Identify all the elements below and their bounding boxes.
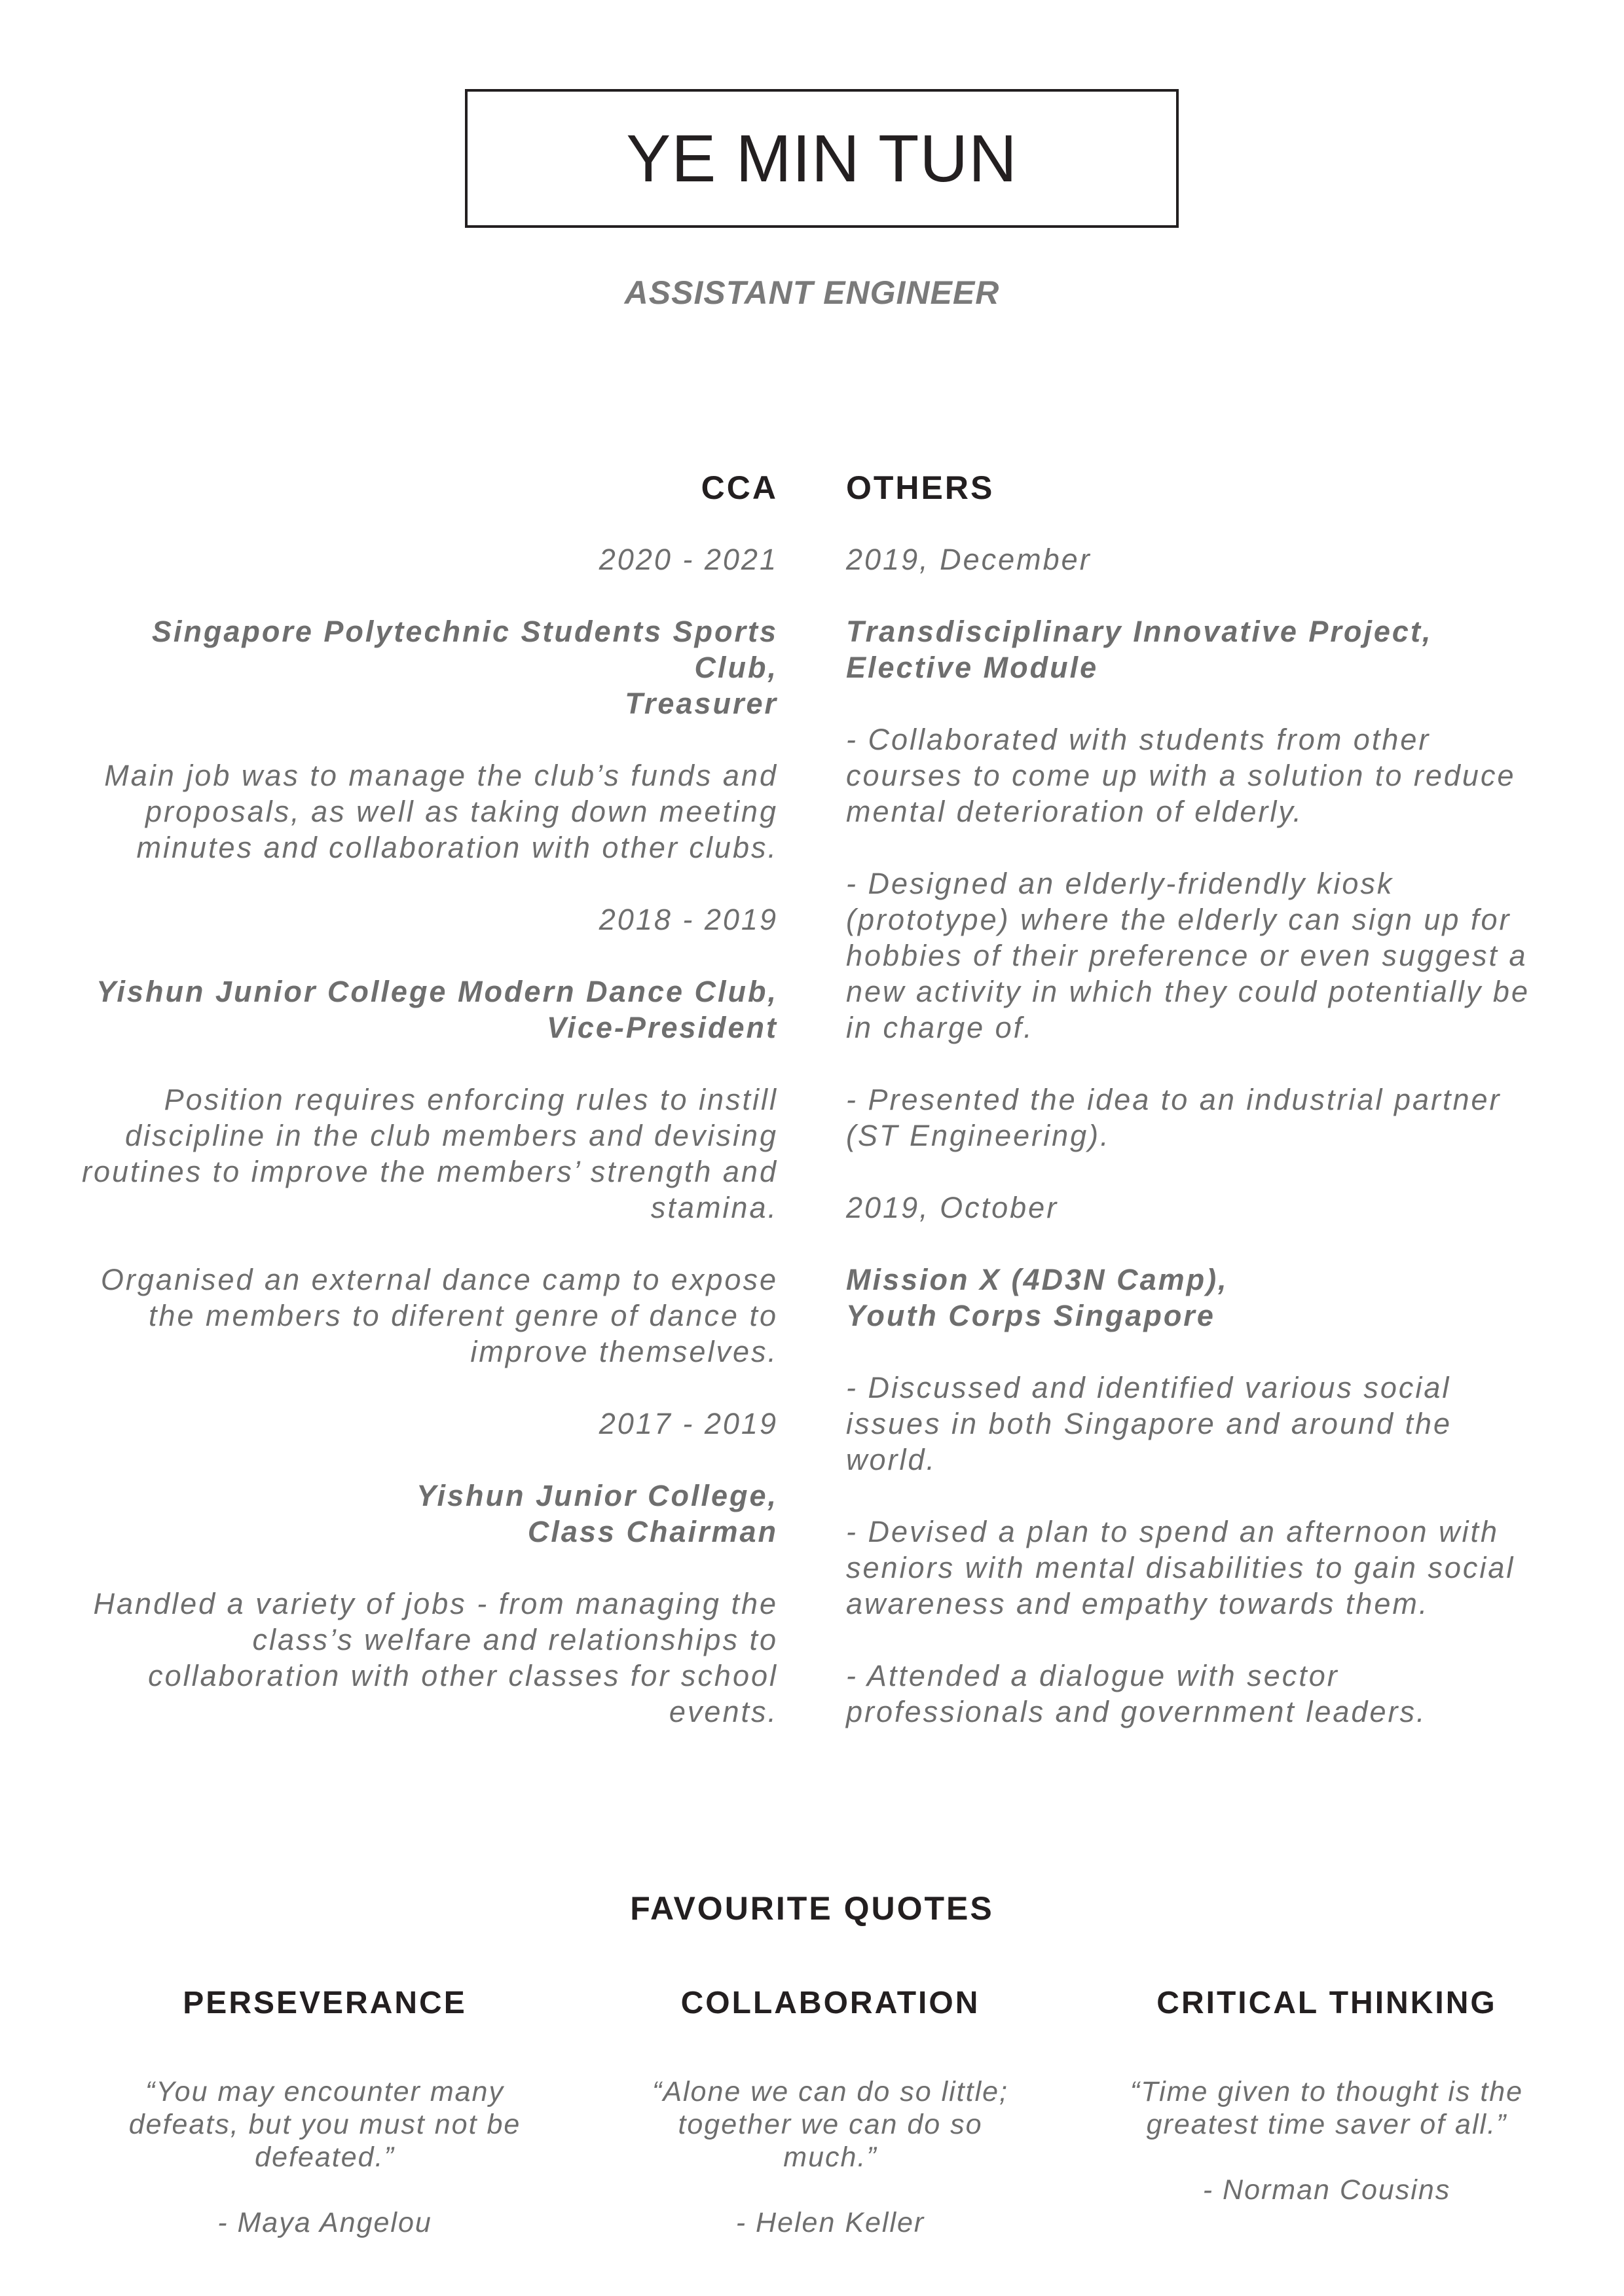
quote-author: - Norman Cousins xyxy=(1202,2174,1451,2206)
others-entry-bullet: - Discussed and identified various social issues in both Singapore and around the world. xyxy=(846,1371,1452,1476)
quote-title: CRITICAL THINKING xyxy=(1156,1986,1497,2020)
cca-entry-description: Position requires enforcing rules to instill discipline in the club members and devising routines to improve the members’ strength and stamina. xyxy=(82,1083,778,1224)
cca-entry-role xyxy=(59,613,778,721)
quote-card xyxy=(96,1984,554,2239)
quote-text: “You may encounter many defeats, but you must not be defeated.” xyxy=(128,2076,521,2173)
cca-entry-org: Yishun Junior College Modern Dance Club, xyxy=(96,975,778,1008)
others-entry-subtitle: Youth Corps Singapore xyxy=(846,1299,1215,1332)
cca-entry-role xyxy=(59,1478,778,1550)
others-entry-role xyxy=(846,613,1534,685)
others-entry-subtitle: Elective Module xyxy=(846,651,1099,684)
cca-section xyxy=(59,468,778,1766)
cca-entry-org: Yishun Junior College, xyxy=(416,1479,778,1512)
cca-entry-description: Main job was to manage the club’s funds and proposals, as well as taking down meeting minutes and collaboration with other clubs. xyxy=(104,759,778,864)
others-entry-date: 2019, December xyxy=(846,543,1092,576)
others-entry xyxy=(846,541,1534,1154)
cca-entry xyxy=(59,1406,778,1730)
cca-entry xyxy=(59,902,778,1370)
others-entry-title: Mission X (4D3N Camp), xyxy=(846,1263,1228,1296)
quote-author: - Maya Angelou xyxy=(217,2207,432,2238)
cca-entry-date: 2018 - 2019 xyxy=(599,903,778,936)
quote-card xyxy=(1098,1984,1556,2206)
others-entry-bullet: - Presented the idea to an industrial partner (ST Engineering). xyxy=(846,1083,1502,1152)
cca-entry-date: 2017 - 2019 xyxy=(599,1407,778,1440)
cca-entry-description: Handled a variety of jobs - from managing the class’s welfare and relationships to collaboration with other classes for school events. xyxy=(93,1587,778,1728)
others-entry-role xyxy=(846,1262,1534,1334)
others-entry xyxy=(846,1190,1534,1730)
others-entry-bullet: - Attended a dialogue with sector professionals and government leaders. xyxy=(846,1659,1427,1728)
others-heading: OTHERS xyxy=(846,469,995,506)
quote-author: - Helen Keller xyxy=(735,2207,925,2238)
job-title: ASSISTANT ENGINEER xyxy=(624,274,1000,311)
cca-entry-description: Organised an external dance camp to expose the members to diferent genre of dance to improve themselves. xyxy=(100,1263,778,1368)
quote-text: “Time given to thought is the greatest time saver of all.” xyxy=(1130,2076,1524,2140)
cca-entry-position: Treasurer xyxy=(625,687,778,720)
cca-entry-org: Singapore Polytechnic Students Sports Club, xyxy=(151,615,778,684)
others-entry-title: Transdisciplinary Innovative Project, xyxy=(846,615,1433,648)
others-entry-bullet: - Designed an elderly-fridendly kiosk (prototype) where the elderly can sign up for hobbies of their preference or even suggest a new activity in which they could potentially be in charge of. xyxy=(846,867,1530,1044)
quote-title: COLLABORATION xyxy=(680,1986,980,2020)
candidate-name: YE MIN TUN xyxy=(626,120,1018,196)
cca-heading: CCA xyxy=(701,469,778,506)
quotes-heading: FAVOURITE QUOTES xyxy=(630,1890,994,1927)
quote-card xyxy=(601,1984,1060,2239)
cca-entry-role xyxy=(59,974,778,1046)
others-section xyxy=(846,468,1534,1766)
others-entry-date: 2019, October xyxy=(846,1191,1059,1224)
quote-text: “Alone we can do so little; together we can do so much.” xyxy=(652,2076,1008,2173)
cca-entry xyxy=(59,541,778,866)
name-box xyxy=(465,89,1179,228)
others-entry-bullet: - Devised a plan to spend an afternoon with seniors with mental disabilities to gain social awareness and empathy towards them. xyxy=(846,1515,1515,1620)
cca-entry-position: Class Chairman xyxy=(527,1515,778,1548)
others-entry-bullet: - Collaborated with students from other courses to come up with a solution to reduce mental deterioration of elderly. xyxy=(846,723,1516,828)
cca-entry-date: 2020 - 2021 xyxy=(599,543,778,576)
quote-title: PERSEVERANCE xyxy=(183,1986,467,2020)
cca-entry-position: Vice-President xyxy=(547,1011,778,1044)
